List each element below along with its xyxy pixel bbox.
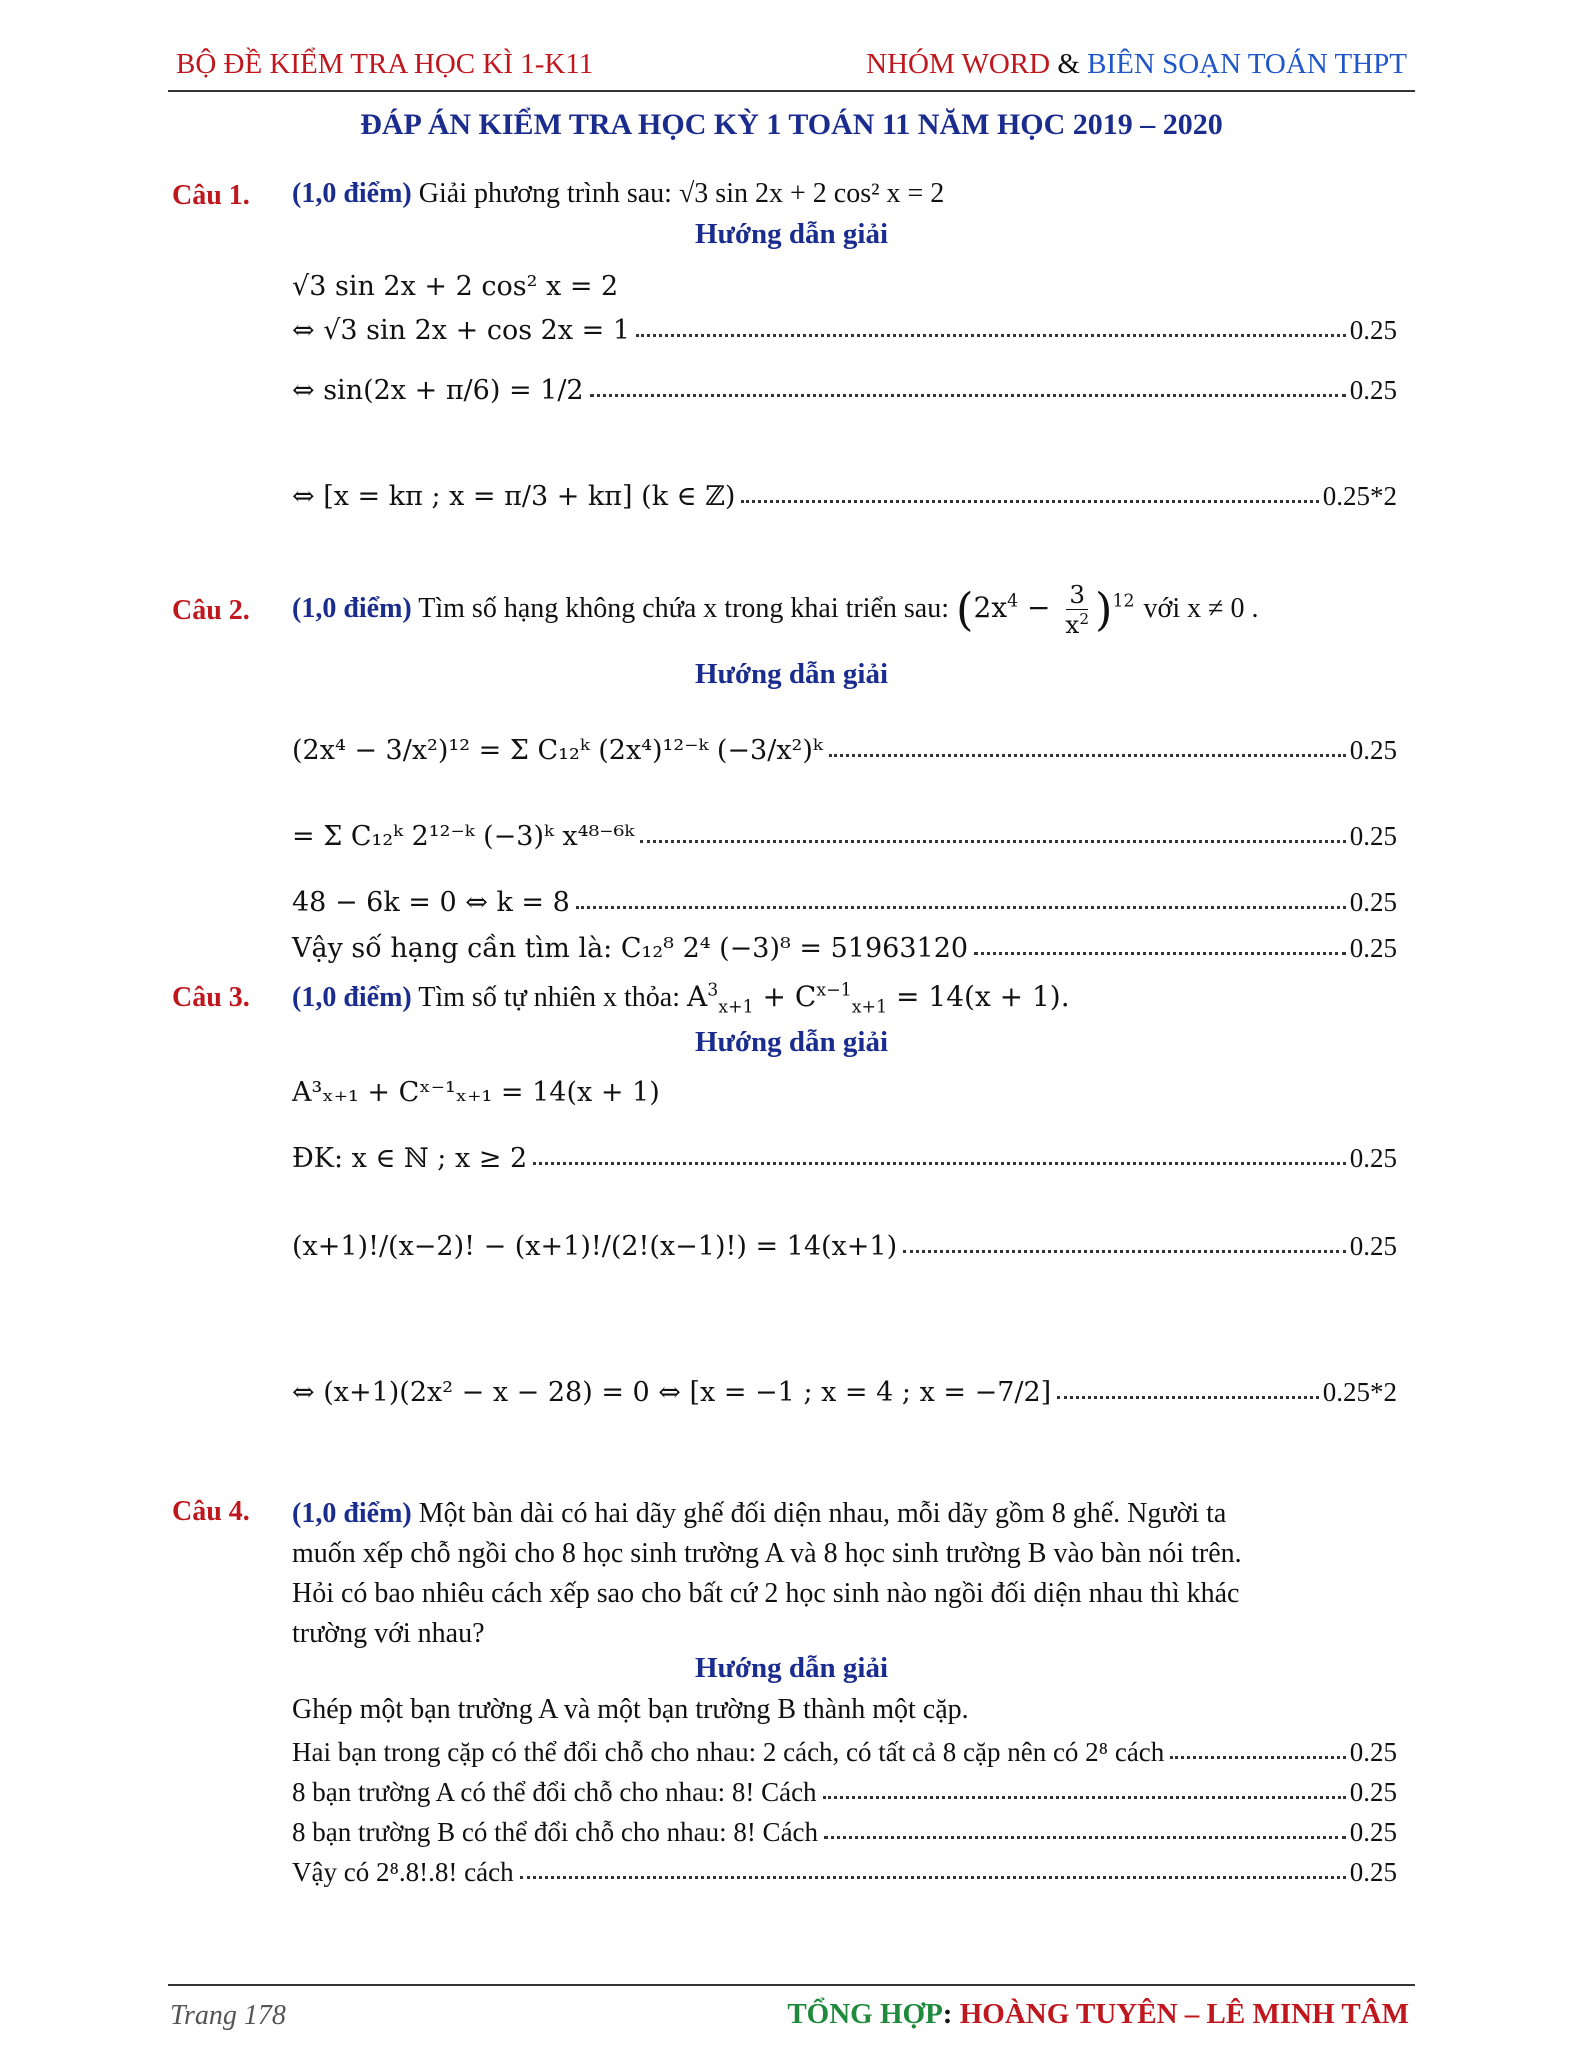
q2-step-4-expr: Vậy số hạng cần tìm là: C₁₂⁸ 2⁴ (−3)⁸ = 51963120 <box>292 933 969 964</box>
q4-step-4-expr: 8 bạn trường B có thể đổi chỗ cho nhau: 8! Cách <box>292 1817 819 1847</box>
q4-label: Câu 4. <box>172 1496 250 1527</box>
q3-step-4-score: 0.25*2 <box>1322 1377 1397 1407</box>
header-right-title <box>866 48 1407 81</box>
leader-dots <box>520 1876 1346 1879</box>
q2-step-3-score: 0.25 <box>1349 887 1397 917</box>
q4-step-5-expr: Vậy có 2⁸.8!.8! cách <box>292 1857 514 1887</box>
q1-solution-heading: Hướng dẫn giải <box>694 218 889 250</box>
q3-text: Tìm số tự nhiên x thỏa: <box>418 982 680 1013</box>
q4-step-3-expr: 8 bạn trường A có thể đổi chỗ cho nhau: 8! Cách <box>292 1777 817 1807</box>
q3-step-3-score: 0.25 <box>1349 1231 1397 1261</box>
q1-step-3 <box>292 366 1397 406</box>
q2-step-3-expr: 48 − 6k = 0 ⇔ k = 8 <box>292 887 570 918</box>
header-right-subject: BIÊN SOẠN TOÁN THPT <box>1087 48 1407 80</box>
q4-step-2 <box>292 1728 1397 1768</box>
q3-points: (1,0 điểm) <box>292 982 412 1013</box>
q1-step-2-score: 0.25 <box>1349 315 1397 345</box>
q2-step-1-score: 0.25 <box>1349 735 1397 765</box>
q3-step-1-expr: A³ₓ₊₁ + Cˣ⁻¹ₓ₊₁ = 14(x + 1) <box>292 1077 660 1108</box>
q2-question <box>292 580 1258 639</box>
q4-solution-heading: Hướng dẫn giải <box>694 1652 889 1684</box>
q4-step-3-score: 0.25 <box>1349 1777 1397 1807</box>
q3-step-3 <box>292 1222 1397 1262</box>
q4-step-2-expr: Hai bạn trong cặp có thể đổi chỗ cho nhau: 2 cách, có tất cả 8 cặp nên có 2⁸ cách <box>292 1737 1165 1767</box>
q1-step-4 <box>292 472 1397 512</box>
q4-question <box>292 1494 1402 1654</box>
q3-step-2 <box>292 1134 1397 1174</box>
q3-question <box>292 980 1070 1018</box>
footer-label: TỔNG HỢP <box>787 1998 943 2030</box>
q2-step-1-expr: (2x⁴ − 3/x²)¹² = Σ C₁₂ᵏ (2x⁴)¹²⁻ᵏ (−3/x²)ᵏ <box>292 735 823 766</box>
document-title: ĐÁP ÁN KIỂM TRA HỌC KỲ 1 TOÁN 11 NĂM HỌC 2019 – 2020 <box>360 108 1223 141</box>
leader-dots <box>741 500 1318 503</box>
q3-step-2-score: 0.25 <box>1349 1143 1397 1173</box>
q2-step-4 <box>292 924 1397 964</box>
q1-step-1 <box>292 262 1397 302</box>
q2-points: (1,0 điểm) <box>292 593 412 625</box>
q3-expression: $A^3_{x+1} + C^{x-1}_{x+1} = 14(x + 1)$. <box>686 980 1070 1018</box>
q4-step-1: Ghép một bạn trường A và một bạn trường B thành một cặp. <box>292 1694 969 1725</box>
leader-dots <box>636 334 1346 337</box>
q4-text-line-1: Một bàn dài có hai dãy ghế đối diện nhau, mỗi dãy gồm 8 ghế. Người ta <box>418 1498 1227 1529</box>
q3-step-4-expr: ⇔ (x+1)(2x² − x − 28) = 0 ⇔ [x = −1 ; x = 4 ; x = −7/2] <box>292 1377 1052 1408</box>
page-footer <box>168 1984 1415 2036</box>
q2-step-2-expr: = Σ C₁₂ᵏ 2¹²⁻ᵏ (−3)ᵏ x⁴⁸⁻⁶ᵏ <box>292 821 635 852</box>
q3-step-2-expr: ĐK: x ∈ ℕ ; x ≥ 2 <box>292 1143 528 1174</box>
q3-label: Câu 3. <box>172 982 250 1013</box>
q1-step-2-expr: ⇔ √3 sin 2x + cos 2x = 1 <box>292 315 631 346</box>
leader-dots <box>823 1796 1346 1799</box>
page-number: Trang 178 <box>170 2000 286 2031</box>
leader-dots <box>590 394 1346 397</box>
q4-step-5-score: 0.25 <box>1349 1857 1397 1887</box>
q2-step-2-score: 0.25 <box>1349 821 1397 851</box>
q4-text-line-2: muốn xếp chỗ ngồi cho 8 học sinh trường A và 8 học sinh trường B vào bàn nói trên. <box>292 1538 1242 1569</box>
footer-names: HOÀNG TUYÊN – LÊ MINH TÂM <box>959 1998 1409 2030</box>
q4-points: (1,0 điểm) <box>292 1498 412 1529</box>
q2-step-4-score: 0.25 <box>1349 933 1397 963</box>
q3-step-3-expr: (x+1)!/(x−2)! − (x+1)!/(2!(x−1)!) = 14(x+1) <box>292 1231 898 1262</box>
q2-step-2 <box>292 812 1397 852</box>
leader-dots <box>824 1836 1346 1839</box>
header-right-amp: & <box>1057 48 1080 80</box>
footer-authors <box>787 1998 1409 2031</box>
q3-step-1 <box>292 1068 1397 1108</box>
q4-step-3 <box>292 1768 1397 1808</box>
leader-dots <box>829 754 1346 757</box>
q1-step-3-expr: ⇔ sin(2x + π/6) = 1/2 <box>292 375 584 406</box>
q1-text: Giải phương trình sau: √3 sin 2x + 2 cos² x = 2 <box>418 178 945 209</box>
q1-points: (1,0 điểm) <box>292 178 412 209</box>
leader-dots <box>903 1250 1346 1253</box>
q2-solution-heading: Hướng dẫn giải <box>694 658 889 690</box>
q4-step-5 <box>292 1848 1397 1888</box>
leader-dots <box>1057 1396 1319 1399</box>
q4-step-4-score: 0.25 <box>1349 1817 1397 1847</box>
leader-dots <box>640 840 1346 843</box>
q1-step-4-score: 0.25*2 <box>1322 481 1397 511</box>
leader-dots <box>974 952 1346 955</box>
q1-step-1-expr: √3 sin 2x + 2 cos² x = 2 <box>292 271 619 302</box>
q2-expression: ($2x^4$ − $\frac{3}{x^2}$ )$^{12}$ <box>956 580 1135 640</box>
q4-text-line-3: Hỏi có bao nhiêu cách xếp sao cho bất cứ 2 học sinh nào ngồi đối diện nhau thì khác <box>292 1578 1240 1609</box>
leader-dots <box>533 1162 1346 1165</box>
q1-step-4-expr: ⇔ [x = kπ ; x = π/3 + kπ] (k ∈ ℤ) <box>292 481 736 512</box>
q2-label: Câu 2. <box>172 595 250 626</box>
q3-solution-heading: Hướng dẫn giải <box>694 1026 889 1058</box>
q4-step-2-score: 0.25 <box>1349 1737 1397 1767</box>
q3-step-4 <box>292 1368 1397 1408</box>
q1-question <box>292 178 944 210</box>
leader-dots <box>1170 1756 1345 1759</box>
page-header <box>168 40 1415 92</box>
q2-text: Tìm số hạng không chứa x trong khai triển sau: <box>418 593 950 625</box>
leader-dots <box>576 906 1346 909</box>
q1-step-2 <box>292 306 1397 346</box>
q2-step-3 <box>292 878 1397 918</box>
footer-colon: : <box>942 1998 953 2030</box>
q2-step-1 <box>292 726 1397 766</box>
q1-label: Câu 1. <box>172 180 250 211</box>
q4-text-line-4: trường với nhau? <box>292 1618 485 1649</box>
q2-text-tail: với x ≠ 0 . <box>1143 593 1259 625</box>
header-left-title: BỘ ĐỀ KIỂM TRA HỌC KÌ 1-K11 <box>176 48 594 80</box>
q4-step-4 <box>292 1808 1397 1848</box>
q1-step-3-score: 0.25 <box>1349 375 1397 405</box>
header-right-group: NHÓM WORD <box>866 48 1051 80</box>
